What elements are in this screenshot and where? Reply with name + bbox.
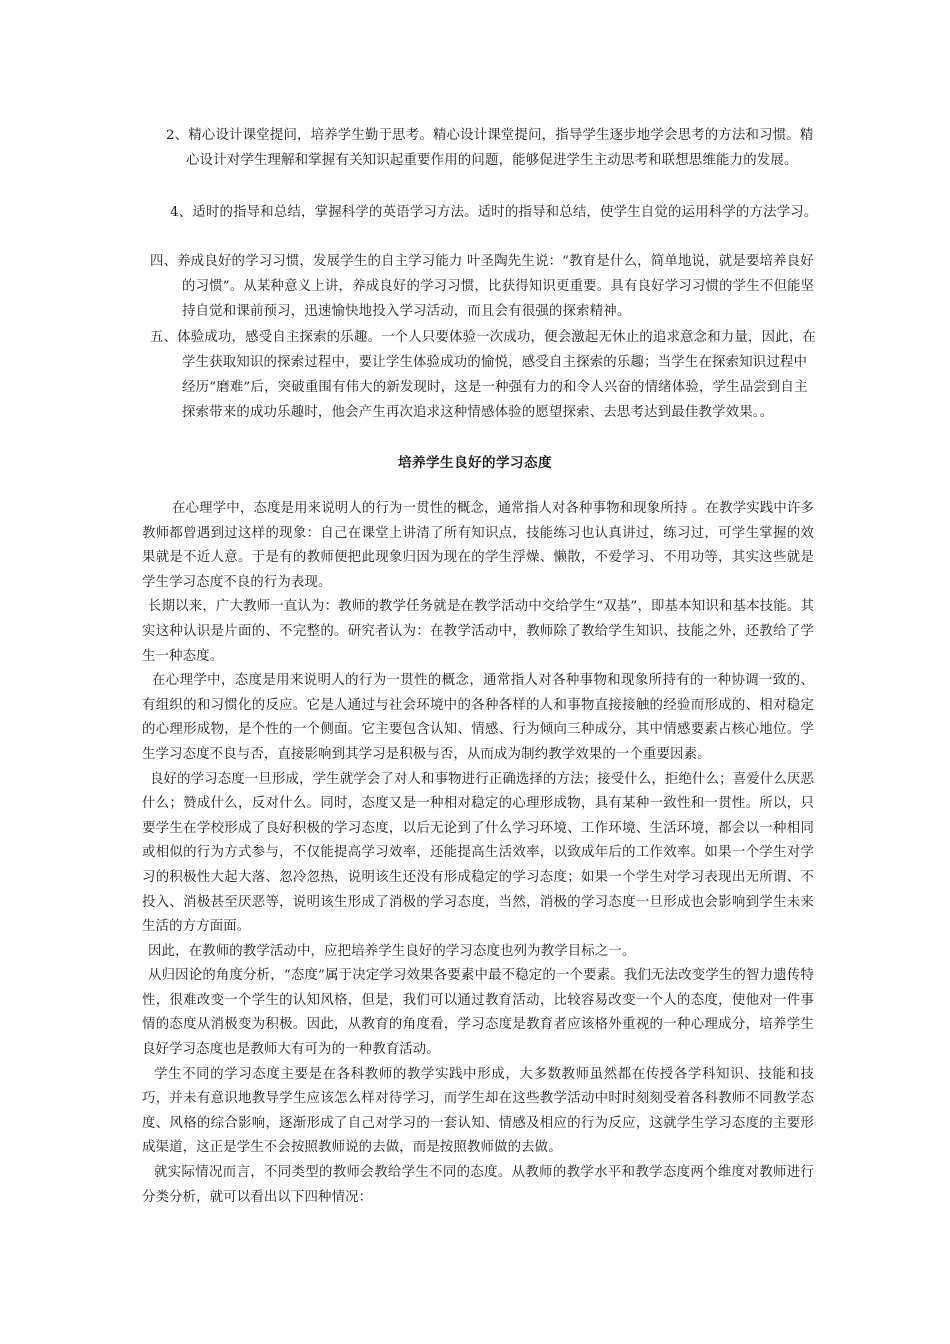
section-title: 培养学生良好的学习态度 [398,455,552,471]
item-text: 2、精心设计课堂提问，培养学生勤于思考。精心设计课堂提问，指导学生逐步地学会思考的方法和习惯。精心设计对学生理解和掌握有关知识起重要作用的问题，能够促进学生主动思考和联想思维能力的发展。 [166,128,814,168]
paragraph: 在心理学中，态度是用来说明人的行为一贯性的概念，通常指人对各种事物和现象所持 。在教学实践中许多教师都曾遇到过这样的现象：自己在课堂上讲清了所有知识点，技能练习也认真讲过，练习过，可学生掌握的效果就是不近人意。于是有的教师便把此现象归因为现在的学生浮燥、懒散，不爱学习、不用功等，其实这些就是学生学习态度不良的行为表现。 [142,501,814,590]
numbered-item-2 [166,123,826,173]
item-text: 四、养成良好的学习习惯，发展学生的自主学习能力 叶圣陶先生说：“教育是什么，简单地说，就是要培养良好的习惯”。从某种意义上讲，养成良好的学习习惯，比获得知识更重要。具有良好学习习惯的学生不但能坚持自觉和课前预习，迅速愉快地投入学习活动，而且会有很强的探索精神。 [150,254,815,319]
paragraph: 就实际情况而言，不同类型的教师会教给学生不同的态度。从教师的教学水平和教学态度两个维度对教师进行分类分析，就可以看出以下四种情况： [142,1165,814,1205]
paragraph: 在心理学中，态度是用来说明人的行为一贯性的概念，通常指人对各种事物和现象所持有的一种协调一致的、有组织的和习惯化的反应。它是人通过与社会环境中的各种各样的人和事物直接接触的经验而形成的、相对稳定的心理形成物，是个性的一个侧面。它主要包含认知、情感、行为倾向三种成分，其中情感要素占核心地位。学生学习态度不良与否，直接影响到其学习是积极与否，从而成为制约教学效果的一个重要因素。 [142,673,814,762]
paragraph: 长期以来，广大教师一直认为：教师的教学任务就是在教学活动中交给学生“双基”，即基本知识和基本技能。其实这种认识是片面的、不完整的。研究者认为：在教学活动中，教师除了教给学生知识、技能之外，还教给了学生一种态度。 [142,599,814,664]
item-text: 五、体验成功，感受自主探索的乐趣。一个人只要体验一次成功，便会激起无休止的追求意念和力量，因此，在学生获取知识的探索过程中，要让学生体验成功的愉悦，感受自主探索的乐趣；当学生在探索知识过程中经历“磨难”后，突破重围有伟大的新发现时，这是一种强有力的和令人兴奋的情绪体验，学生品尝到自主探索带来的成功乐趣时，他会产生再次追求这种情感体验的愿望探索、去思考达到最佳教学效果。。 [150,330,816,420]
paragraph: 良好的学习态度一旦形成，学生就学会了对人和事物进行正确选择的方法；接受什么，拒绝什么；喜爱什么厌恶什么；赞成什么，反对什么。同时，态度又是一种相对稳定的心理形成物，具有某种一致性和一贯性。所以，只要学生在学校形成了良好积极的学习态度，以后无论到了什么学习环境、工作环境、生活环境，都会以一种相同或相似的行为方式参与，不仅能提高学习效率，还能提高生活效率，以致成年后的工作效率。如果一个学生对学习的积极性大起大落、忽冷忽热，说明该生还没有形成稳定的学习态度；如果一个学生对学习表现出无所谓、不投入、消极甚至厌恶等，说明该生形成了消极的学习态度，当然，消极的学习态度一旦形成也会影响到学生未来生活的方方面面。 [142,771,814,935]
body-text [142,497,814,1210]
section-item-four [150,249,820,324]
paragraph: 学生不同的学习态度主要是在各科教师的教学实践中形成，大多数教师虽然都在传授各学科知识、技能和技巧，并未有意识地教导学生应该怎么样对待学习，而学生却在这些教学活动中时时刻刻受着各科教师不同教学态度、风格的综合影响，逐渐形成了自己对学习的一套认知、情感及相应的行为反应，这就学生学习态度的主要形成渠道，这正是学生不会按照教师说的去做，而是按照教师做的去做。 [142,1066,814,1156]
paragraph: 因此，在教师的教学活动中，应把培养学生良好的学习态度也列为教学目标之一。 [148,943,636,959]
section-item-five [150,325,820,425]
item-text: 4、适时的指导和总结，掌握科学的英语学习方法。适时的指导和总结，使学生自觉的运用科学的方法学习。 [170,205,818,220]
numbered-item-4 [170,200,830,225]
paragraph: 从归因论的角度分析，“态度”属于决定学习效果各要素中最不稳定的一个要素。我们无法改变学生的智力遗传特性，很难改变一个学生的认知风格，但是，我们可以通过教育活动，比较容易改变一个人的态度，使他对一件事情的态度从消极变为积极。因此，从教育的角度看，学习态度是教育者应该格外重视的一种心理成分，培养学生良好学习态度也是教师大有可为的一种教育活动。 [142,968,814,1058]
